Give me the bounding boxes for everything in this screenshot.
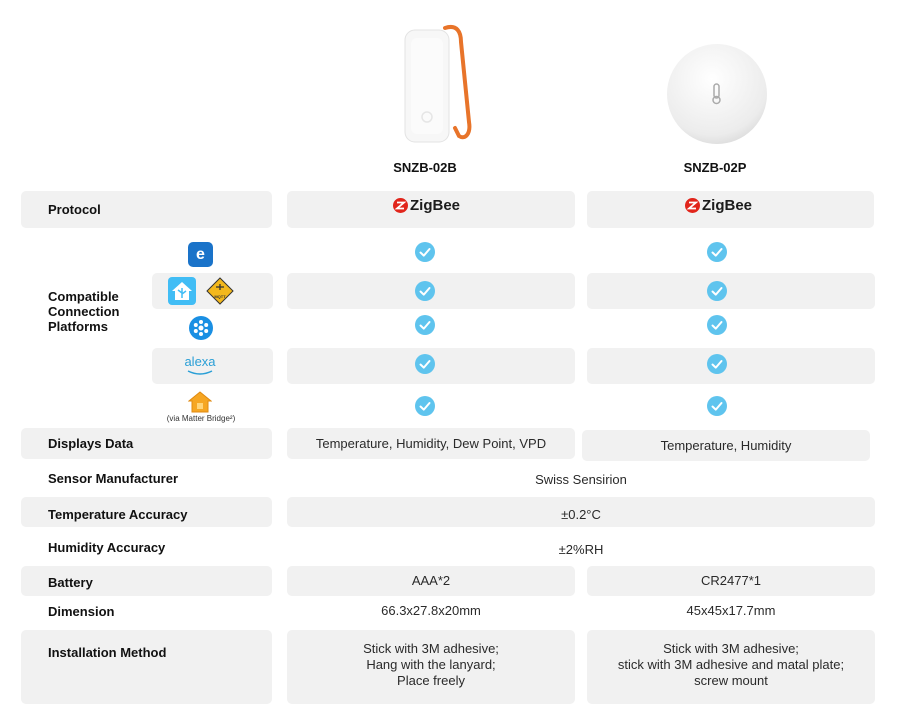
dimension-label: Dimension: [48, 604, 115, 619]
install-label: Installation Method: [48, 645, 167, 660]
battery-p2-value: CR2477*1: [701, 573, 761, 588]
home-assistant-icon: [168, 277, 196, 305]
install-p1-value: Stick with 3M adhesive; Hang with the lanyard; Place freely: [363, 641, 499, 688]
check-icon: [707, 354, 727, 374]
install-label-box: [21, 630, 272, 704]
platform-row-2-p2-box: [587, 273, 875, 309]
zigbee-icon: [685, 198, 700, 213]
product-name-snzb-02p: SNZB-02P: [683, 160, 747, 175]
check-icon: [707, 242, 727, 262]
check-icon: [707, 396, 727, 416]
product-name-snzb-02b: SNZB-02B: [393, 160, 457, 175]
zigbee-logo-p2: ZigBee: [685, 197, 752, 214]
check-icon: [707, 281, 727, 301]
check-icon: [707, 315, 727, 335]
product-image-snzb-02p: [662, 42, 772, 147]
check-icon: [415, 315, 435, 335]
displays-p1-value: Temperature, Humidity, Dew Point, VPD: [315, 435, 547, 451]
zigbee-icon: [393, 198, 408, 213]
hum-acc-label: Humidity Accuracy: [48, 540, 166, 555]
check-icon: [415, 354, 435, 374]
platform-row-4-p2-box: [587, 348, 875, 384]
install-p2-value: Stick with 3M adhesive; stick with 3M adhesive and matal plate; screw mount: [617, 641, 845, 688]
zigbee-logo-p1: ZigBee: [393, 197, 460, 214]
mqtt-icon: MQTT: [206, 277, 234, 305]
displays-p2-value: Temperature, Humidity: [660, 437, 792, 453]
battery-p1-value: AAA*2: [411, 573, 451, 588]
temp-acc-label: Temperature Accuracy: [48, 507, 188, 522]
temp-acc-value: ±0.2°C: [561, 507, 601, 522]
smartthings-icon: [189, 316, 213, 340]
displays-label: Displays Data: [48, 436, 134, 451]
matter-bridge-caption: (via Matter Bridge²): [166, 414, 236, 423]
dimension-p1-value: 66.3x27.8x20mm: [381, 603, 481, 618]
ewelink-icon: e: [188, 242, 213, 267]
check-icon: [415, 396, 435, 416]
hum-acc-value: ±2%RH: [558, 542, 604, 557]
platforms-label: Compatible Connection Platforms: [48, 289, 120, 334]
matter-home-icon: [188, 391, 212, 413]
check-icon: [415, 242, 435, 262]
protocol-label: Protocol: [48, 202, 101, 217]
manufacturer-value: Swiss Sensirion: [535, 472, 627, 487]
product-image-snzb-02b: [395, 22, 485, 147]
battery-label: Battery: [48, 575, 93, 590]
manufacturer-label: Sensor Manufacturer: [48, 471, 179, 486]
check-icon: [415, 281, 435, 301]
dimension-p2-value: 45x45x17.7mm: [686, 603, 776, 618]
alexa-icon: alexa: [182, 354, 218, 378]
